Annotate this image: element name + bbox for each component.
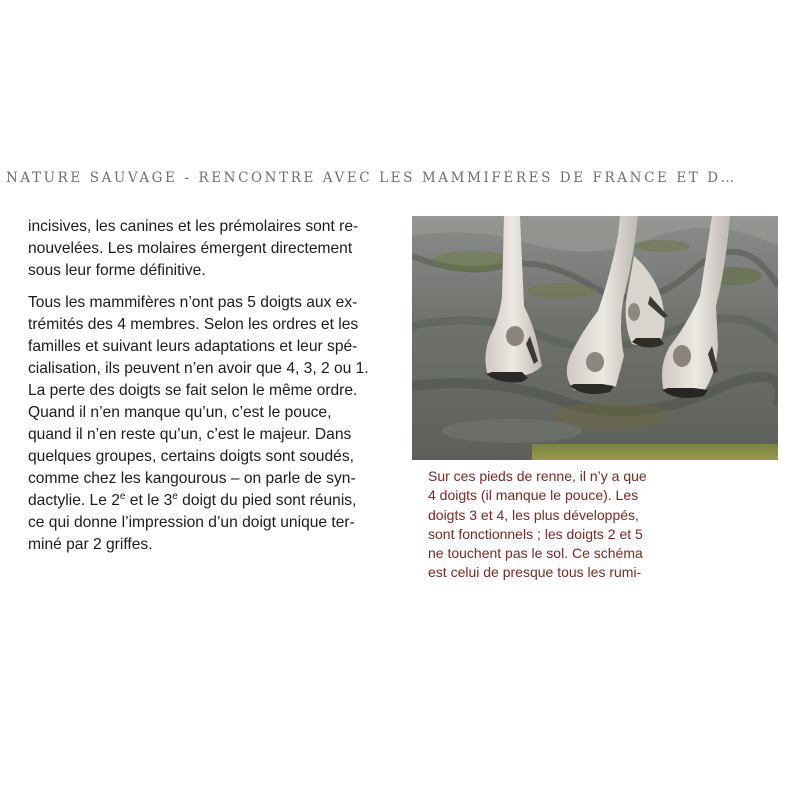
text-line: sous leur forme définitive. bbox=[28, 262, 206, 279]
text-line: Quand il n’en manque qu’un, c’est le pouce, bbox=[28, 404, 332, 421]
text-line: quand il n’en reste qu’un, c’est le majeur. Dans bbox=[28, 426, 352, 443]
caption-line: ne touchent pas le sol. Ce schéma bbox=[428, 545, 643, 562]
paragraph-digits bbox=[28, 292, 400, 556]
text-line: ce qui donne l’impression d’un doigt unique ter- bbox=[28, 514, 355, 531]
text-fragment: doigt du pied sont réunis, bbox=[177, 492, 357, 509]
text-line: Tous les mammifères n’ont pas 5 doigts aux ex- bbox=[28, 294, 358, 311]
text-fragment: et le 3 bbox=[125, 492, 173, 509]
caption-line: sont fonctionnels ; les doigts 2 et 5 bbox=[428, 525, 643, 542]
superscript: e bbox=[119, 491, 126, 502]
caption-line: Sur ces pieds de renne, il n’y a que bbox=[428, 468, 647, 484]
text-line: quelques groupes, certains doigts sont soudés, bbox=[28, 448, 354, 465]
superscript: e bbox=[172, 491, 178, 502]
text-fragment: dactylie. Le 2 bbox=[28, 492, 120, 509]
text-line: comme chez les kangourous – on parle de syn- bbox=[28, 470, 356, 487]
figure-caption bbox=[428, 467, 688, 583]
caption-line: est celui de presque tous les rumi- bbox=[428, 564, 642, 581]
text-line-syndactyly bbox=[28, 490, 400, 512]
reindeer-hooves-photo bbox=[412, 216, 778, 460]
text-line: miné par 2 griffes. bbox=[28, 536, 153, 553]
text-line: La perte des doigts se fait selon le même ordre. bbox=[28, 382, 358, 399]
text-line: trémités des 4 membres. Selon les ordres et les bbox=[28, 316, 359, 333]
text-line: nouvelées. Les molaires émergent directement bbox=[28, 240, 353, 257]
paragraph-teeth bbox=[28, 216, 400, 282]
caption-line: doigts 3 et 4, les plus développés, bbox=[428, 506, 639, 523]
photo-illustration bbox=[412, 216, 778, 460]
text-line: cialisation, ils peuvent n’en avoir que 4, 3, 2 ou 1. bbox=[28, 360, 369, 377]
running-header-title: NATURE SAUVAGE - RENCONTRE AVEC LES MAMMIFÈRES DE FRANCE ET D… bbox=[6, 170, 737, 186]
text-line: familles et suivant leurs adaptations et leur spé- bbox=[28, 338, 358, 355]
caption-line: 4 doigts (il manque le pouce). Les bbox=[428, 487, 639, 504]
main-text-column bbox=[28, 216, 400, 566]
text-line: incisives, les canines et les prémolaires sont re- bbox=[28, 218, 359, 235]
